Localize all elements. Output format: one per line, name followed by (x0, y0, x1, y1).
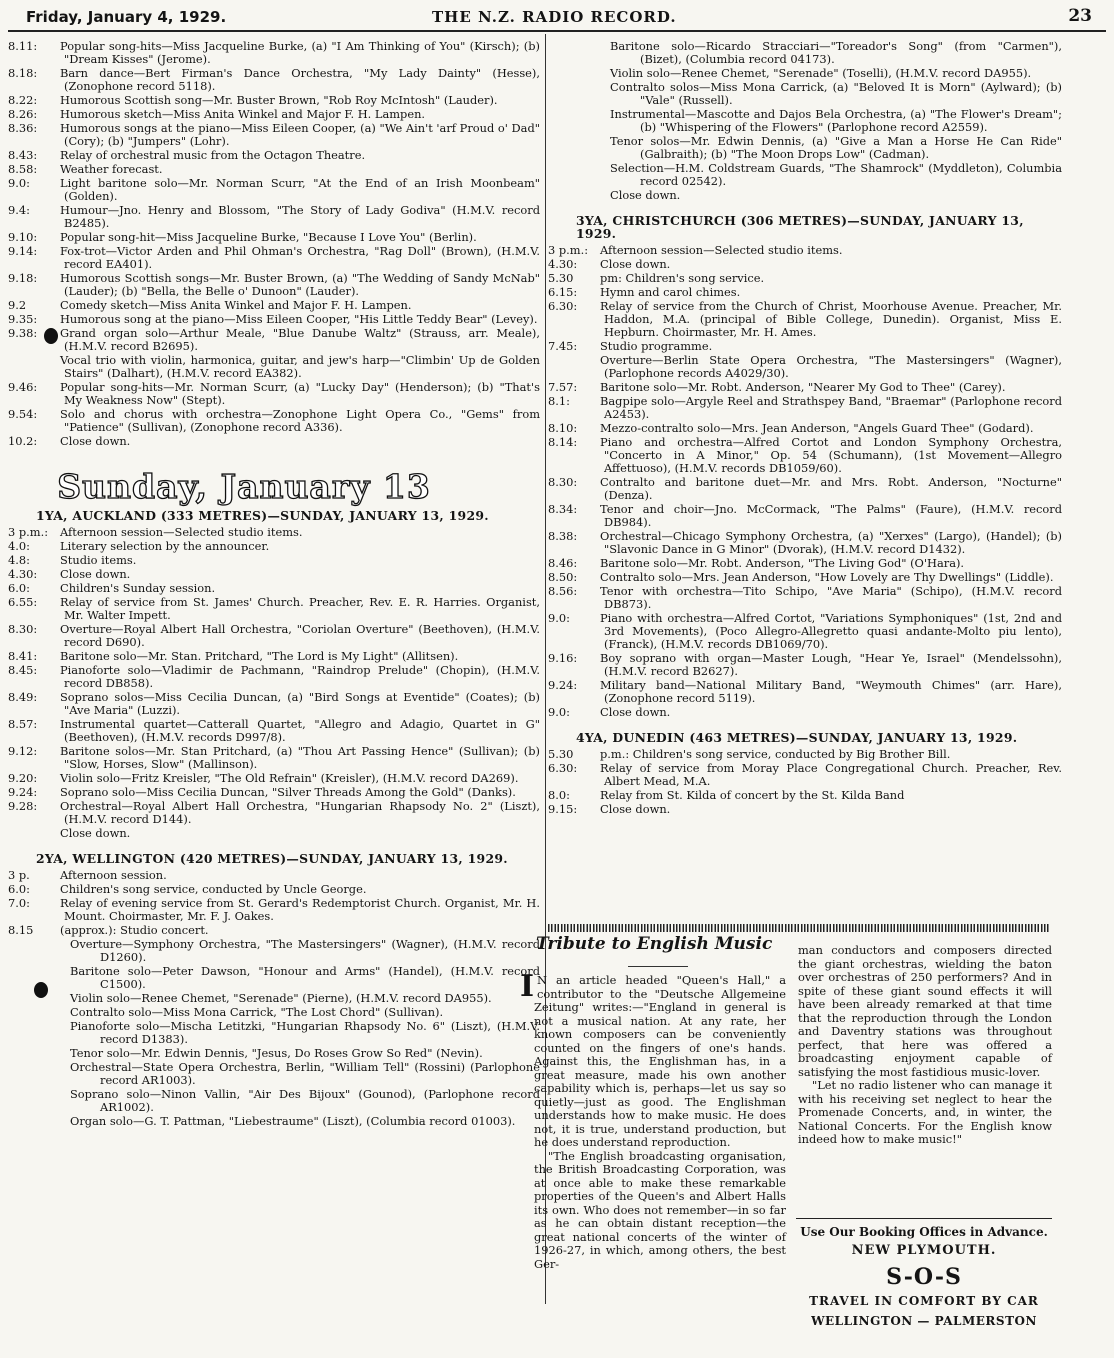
entry-text: Vocal trio with violin, harmonica, guitar, and jew's harp—"Climbin' Up de Golden Stairs" (Dalhart), (H.M.V. record EA382). (60, 353, 540, 380)
entry-time: 8.1: (548, 394, 570, 408)
program-entry (8, 122, 540, 148)
program-entry (548, 354, 1062, 380)
entry-text: Mezzo-contralto solo—Mrs. Jean Anderson, "Angels Guard Thee" (Godard). (600, 421, 1034, 435)
entry-text: Popular song-hits—Mr. Norman Scurr, (a) "Lucky Day" (Henderson); (b) "That's My Weakness Now" (Stept). (60, 380, 540, 407)
entry-time: 6.55: (8, 595, 38, 609)
entry-time: 9.0: (548, 611, 570, 625)
program-entry (8, 745, 540, 771)
entry-text: Afternoon session—Selected studio items. (600, 243, 843, 257)
entry-text: Contralto solo—Mrs. Jean Anderson, "How Lovely are Thy Dwellings" (Liddle). (600, 570, 1054, 584)
section-heading: Sunday, January 13 (57, 467, 431, 506)
entry-time: 8.10: (548, 421, 578, 435)
entry-text: Orchestral—Chicago Symphony Orchestra, (a) "Xerxes" (Largo), (Handel); (b) "Slavonic Dance in G Minor" (Dvorak), (H.M.V. record D1432). (600, 529, 1062, 556)
entry-text: Studio items. (60, 553, 137, 567)
ad-brand: S-O-S (886, 1264, 962, 1290)
entry-time: 8.43: (8, 148, 38, 162)
entry-text: Children's song service, conducted by Uncle George. (60, 882, 367, 896)
entry-text: Relay of service from Moray Place Congregational Church. Preacher, Rev. Albert Mead, M.A. (600, 761, 1062, 788)
article-paragraph: man conductors and composers directed the giant orchestras, wielding the baton over orchestras of 250 performers? And in spite of these giant sound effects it will have been already remarked at that time that the reproduction through the London and Daventry stations was throughout perfect, that here was offered a broadcasting enjoyment capable of satisfying the most fastidious music-lover. (798, 943, 1052, 1079)
program-auckland (8, 526, 540, 840)
ad-tagline: Use Our Booking Offices in Advance. (800, 1225, 1048, 1239)
entry-text: Tenor and choir—Jno. McCormack, "The Palms" (Faure), (H.M.V. record DB984). (600, 502, 1062, 529)
entry-text: Solo and chorus with orchestra—Zonophone Light Opera Co., "Gems" from "Patience" (Sullivan), (Zonophone record A336). (60, 407, 540, 434)
entry-time: 4.30: (8, 567, 38, 581)
program-entry (548, 436, 1062, 475)
entry-time: 8.26: (8, 107, 38, 121)
entry-text: Military band—National Military Band, "Weymouth Chimes" (arr. Hare), (Zonophone record 5119). (600, 678, 1062, 705)
program-entry (8, 231, 540, 244)
program-entry (548, 272, 1062, 285)
entry-text: Relay of service from the Church of Christ, Moorhouse Avenue. Preacher, Mr. Haddon, M.A. (principal of Bible College, Dunedin). Organist, Miss E. Hepburn. Choirmaster, Mr. H. Ames. (600, 299, 1062, 339)
program-continuation (8, 40, 540, 448)
entry-text: Instrumental quartet—Catterall Quartet, "Allegro and Adagio, Quartet in G" (Beethoven), (H.M.V. records D997/8). (60, 717, 540, 744)
entry-time: 9.24: (548, 678, 578, 692)
entry-text: Overture—Royal Albert Hall Orchestra, "Coriolan Overture" (Beethoven), (H.M.V. record D690). (60, 622, 540, 649)
program-entry (548, 762, 1062, 788)
program-entry (8, 245, 540, 271)
entry-text: Baritone solo—Mr. Robt. Anderson, "The Living God" (O'Hara). (600, 556, 965, 570)
entry-text: (approx.): Studio concert. (60, 923, 209, 937)
entry-time: 6.30: (548, 761, 578, 775)
ink-blot (44, 328, 58, 344)
entry-text: Weather forecast. (60, 162, 163, 176)
entry-time: 9.38: (8, 326, 38, 340)
entry-time: 8.38: (548, 529, 578, 543)
entry-text: Pianoforte solo—Vladimir de Pachmann, "Raindrop Prelude" (Chopin), (H.M.V. record DB858). (60, 663, 540, 690)
program-entry (548, 340, 1062, 353)
program-entry (548, 381, 1062, 394)
program-entry (8, 327, 540, 353)
entry-text: Studio programme. (600, 339, 713, 353)
program-entry (8, 718, 540, 744)
program-entry (8, 204, 540, 230)
title-underline (628, 966, 688, 967)
program-entry (548, 286, 1062, 299)
entry-text: Close down. (60, 567, 131, 581)
entry-time: 8.56: (548, 584, 578, 598)
entry-text: Baritone solo—Mr. Robt. Anderson, "Nearer My God to Thee" (Carey). (600, 380, 1006, 394)
program-entry: Violin solo—Renee Chemet, "Serenade" (Pierne), (H.M.V. record DA955). (70, 991, 492, 1005)
page-number: 23 (1068, 6, 1092, 26)
entry-text: Relay of service from St. James' Church. Preacher, Rev. E. R. Harries. Organist, Mr. Walter Impett. (60, 595, 540, 622)
program-entry (8, 869, 540, 882)
entry-text: Afternoon session—Selected studio items. (60, 525, 303, 539)
entry-time: 4.30: (548, 257, 578, 271)
entry-time: 9.54: (8, 407, 38, 421)
program-entry (548, 679, 1062, 705)
program-entry (8, 40, 540, 66)
entry-text: Close down. (600, 257, 671, 271)
program-entry: Organ solo—G. T. Pattman, "Liebestraume" (Liszt), (Columbia record 01003). (70, 1114, 516, 1128)
entry-time: 8.22: (8, 93, 38, 107)
program-entry (8, 177, 540, 203)
entry-text: Grand organ solo—Arthur Meale, "Blue Danube Waltz" (Strauss, arr. Meale), (H.M.V. record B2695). (60, 326, 540, 353)
entry-time: 9.16: (548, 651, 578, 665)
entry-text: Literary selection by the announcer. (60, 539, 270, 553)
entry-time: 9.0: (8, 176, 30, 190)
entry-text: Children's Sunday session. (60, 581, 216, 595)
drop-cap: I (520, 969, 535, 1004)
entry-time: 5.30 (548, 271, 574, 285)
entry-time: 8.41: (8, 649, 38, 663)
entry-time: 6.15: (548, 285, 578, 299)
entry-time: 8.11: (8, 39, 38, 53)
entry-time: 9.15: (548, 802, 578, 816)
entry-time: 8.45: (8, 663, 38, 677)
publication-title: THE N.Z. RADIO RECORD. (432, 8, 677, 26)
right-column (548, 40, 1062, 817)
article-paragraph: "The English broadcasting organisation, the British Broadcasting Corporation, was at once able to make these remarkable properties of the Queen's and Albert Halls its own. Who does not remember—in so far as he can obtain distant reception—the great national concerts of the winter of 1926-27, in which, among others, the best Ger- (534, 1148, 786, 1271)
entry-time: 8.15 (8, 923, 34, 937)
entry-time: 9.24: (8, 785, 38, 799)
entry-time: 9.28: (8, 799, 38, 813)
program-entry (8, 596, 540, 622)
entry-text: Orchestral—Royal Albert Hall Orchestra, "Hungarian Rhapsody No. 2" (Liszt), (H.M.V. record D144). (60, 799, 540, 826)
left-column (8, 40, 540, 1129)
entry-text: Close down. (600, 802, 671, 816)
program-entry (8, 623, 540, 649)
program-entry (8, 582, 540, 595)
entry-text: Barn dance—Bert Firman's Dance Orchestra, "My Lady Dainty" (Hesse), (Zonophone record 5118). (60, 66, 540, 93)
entry-time: 8.34: (548, 502, 578, 516)
program-entry (548, 585, 1062, 611)
program-entry (8, 540, 540, 553)
entry-time: 4.8: (8, 553, 30, 567)
program-entry: Contralto solos—Miss Mona Carrick, (a) "Beloved It is Morn" (Aylward); (b) "Vale" (Russell). (610, 80, 1062, 107)
entry-time: 4.0: (8, 539, 30, 553)
program-entry: Close down. (610, 188, 681, 202)
entry-time: 9.12: (8, 744, 38, 758)
entry-text: Contralto and baritone duet—Mr. and Mrs. Robt. Anderson, "Nocturne" (Denza). (600, 475, 1062, 502)
entry-text: p.m.: Children's song service, conducted by Big Brother Bill. (600, 747, 951, 761)
entry-time: 7.0: (8, 896, 30, 910)
entry-text: Humorous songs at the piano—Miss Eileen Cooper, (a) "We Ain't 'arf Proud o' Dad" (Cory); (b) "Jumpers" (Lohr). (60, 121, 540, 148)
entry-time: 9.0: (548, 705, 570, 719)
program-entry (8, 94, 540, 107)
program-entry (8, 272, 540, 298)
program-entry (548, 258, 1062, 271)
advertisement (796, 1218, 1052, 1328)
entry-text: Relay of evening service from St. Gerard's Redemptorist Church. Organist, Mr. H. Mount. Choirmaster, Mr. F. J. Oakes. (60, 896, 540, 923)
entry-text: Boy soprano with organ—Master Lough, "Hear Ye, Israel" (Mendelssohn), (H.M.V. record B2627). (600, 651, 1062, 678)
station-heading-christchurch: 3YA, CHRISTCHURCH (306 METRES)—SUNDAY, JANUARY 13, 1929. (576, 213, 1024, 241)
program-entry (8, 924, 540, 937)
entry-time: 9.10: (8, 230, 38, 244)
program-entry (8, 67, 540, 93)
entry-time: 8.58: (8, 162, 38, 176)
entry-time: 3 p.m.: (8, 525, 49, 539)
entry-text: Baritone solo—Mr. Stan. Pritchard, "The Lord is My Light" (Allitsen). (60, 649, 459, 663)
program-entry (548, 395, 1062, 421)
article-column-2 (798, 944, 1052, 1147)
entry-text: Baritone solos—Mr. Stan Pritchard, (a) "Thou Art Passing Hence" (Sullivan); (b) "Slow, Horses, Slow" (Mallinson). (60, 744, 540, 771)
entry-time: 8.36: (8, 121, 38, 135)
program-wellington-concert (8, 938, 540, 1128)
program-entry (8, 786, 540, 799)
program-entry: Tenor solos—Mr. Edwin Dennis, (a) "Give a Man a Horse He Can Ride" (Galbraith); (b) "The Moon Drops Low" (Cadman). (610, 134, 1062, 161)
program-entry (548, 476, 1062, 502)
program-entry (8, 408, 540, 434)
program-entry (8, 354, 540, 380)
program-dunedin (548, 748, 1062, 816)
entry-time: 8.49: (8, 690, 38, 704)
program-entry (8, 568, 540, 581)
entry-text: Popular song-hit—Miss Jacqueline Burke, "Because I Love You" (Berlin). (60, 230, 477, 244)
issue-date: Friday, January 4, 1929. (26, 8, 227, 26)
program-entry (548, 530, 1062, 556)
station-heading-dunedin: 4YA, DUNEDIN (463 METRES)—SUNDAY, JANUARY 13, 1929. (576, 730, 1018, 745)
entry-text: Popular song-hits—Miss Jacqueline Burke, (a) "I Am Thinking of You" (Kirsch); (b) "Dream Kisses" (Jerome). (60, 39, 540, 66)
entry-time: 6.0: (8, 581, 30, 595)
entry-text: Humorous Scottish songs—Mr. Buster Brown, (a) "The Wedding of Sandy McNab" (Lauder); (b) "Bella, the Belle o' Dunoon" (Lauder). (60, 271, 540, 298)
entry-time: 8.50: (548, 570, 578, 584)
program-entry: Tenor solo—Mr. Edwin Dennis, "Jesus, Do Roses Grow So Red" (Nevin). (70, 1046, 483, 1060)
program-entry (548, 789, 1062, 802)
entry-time: 8.46: (548, 556, 578, 570)
entry-text: Soprano solo—Miss Cecilia Duncan, "Silver Threads Among the Gold" (Danks). (60, 785, 516, 799)
ad-location: NEW PLYMOUTH. (851, 1243, 997, 1258)
station-heading-wellington: 2YA, WELLINGTON (420 METRES)—SUNDAY, JANUARY 13, 1929. (36, 851, 508, 866)
program-entry (548, 748, 1062, 761)
program-entry (8, 313, 540, 326)
program-entry (548, 571, 1062, 584)
entry-time: 8.57: (8, 717, 38, 731)
article-paragraph: I N an article headed "Queen's Hall," a contributor to the "Deutsche Allgemeine Zeitung" writes:—"England in general is not a musical nation. At any rate, her known composers can be conveniently counted on the fingers of one's hands. Against this, the Englishman has, in a great measure, made his own another capability which is, perhaps—let us say so quietly—just as good. The Englishman understands how to make music. He does not, it is true, understand production, but he does understand reproduction. (520, 969, 786, 1149)
program-entry (8, 883, 540, 896)
program-entry: Violin solo—Renee Chemet, "Serenade" (Toselli), (H.M.V. record DA955). (610, 66, 1032, 80)
entry-text: Humorous song at the piano—Miss Eileen Cooper, "His Little Teddy Bear" (Levey). (60, 312, 538, 326)
entry-time: 5.30 (548, 747, 574, 761)
entry-text: Hymn and carol chimes. (600, 285, 741, 299)
program-entry (8, 435, 540, 448)
program-entry (8, 664, 540, 690)
program-entry (548, 652, 1062, 678)
program-entry (8, 163, 540, 176)
program-entry (8, 299, 540, 312)
entry-text: Close down. (600, 705, 671, 719)
entry-text: Relay from St. Kilda of concert by the St. Kilda Band (600, 788, 905, 802)
program-entry: Orchestral—State Opera Orchestra, Berlin, "William Tell" (Rossini) (Parlophone record AR1003). (70, 1060, 540, 1087)
article-column-1 (520, 969, 786, 1271)
station-heading-auckland: 1YA, AUCKLAND (333 METRES)—SUNDAY, JANUARY 13, 1929. (36, 508, 489, 523)
program-entry (8, 108, 540, 121)
entry-text: Humour—Jno. Henry and Blossom, "The Story of Lady Godiva" (H.M.V. record B2485). (60, 203, 540, 230)
entry-time: 6.0: (8, 882, 30, 896)
entry-text: Piano and orchestra—Alfred Cortot and London Symphony Orchestra, "Concerto in A Minor," Op. 54 (Schumann), (1st Movement—Allegro Affettuoso), (H.M.V. records DB1059/60). (600, 435, 1062, 475)
entry-time: 9.18: (8, 271, 38, 285)
entry-text: Piano with orchestra—Alfred Cortot, "Variations Symphoniques" (1st, 2nd and 3rd Movements), (Poco Allegro-Allegretto quasi andante-Molto piu lento), (Franck), (H.M.V. records DB1069/70). (600, 611, 1062, 651)
program-entry (548, 803, 1062, 816)
program-entry: Pianoforte solo—Mischa Letitzki, "Hungarian Rhapsody No. 6" (Liszt), (H.M.V. record D1383). (70, 1019, 540, 1046)
entry-text: Comedy sketch—Miss Anita Winkel and Major F. H. Lampen. (60, 298, 412, 312)
program-entry (8, 526, 540, 539)
program-christchurch (548, 244, 1062, 719)
program-entry (8, 381, 540, 407)
program-entry: Soprano solo—Ninon Vallin, "Air Des Bijoux" (Gounod), (Parlophone record AR1002). (70, 1087, 540, 1114)
entry-text: Tenor with orchestra—Tito Schipo, "Ave Maria" (Schipo), (H.M.V. record DB873). (600, 584, 1062, 611)
entry-text: Fox-trot—Victor Arden and Phil Ohman's Orchestra, "Rag Doll" (Brown), (H.M.V. record EA401). (60, 244, 540, 271)
entry-time: 7.57: (548, 380, 578, 394)
entry-text: Light baritone solo—Mr. Norman Scurr, "At the End of an Irish Moonbeam" (Golden). (60, 176, 540, 203)
program-entry: Instrumental—Mascotte and Dajos Bela Orchestra, (a) "The Flower's Dream"; (b) "Whispering of the Flowers" (Parlophone record A2559). (610, 107, 1062, 134)
ad-slogan: TRAVEL IN COMFORT BY CAR (809, 1294, 1039, 1308)
ad-rule (796, 1218, 1052, 1219)
program-entry (548, 244, 1062, 257)
entry-time: 8.30: (8, 622, 38, 636)
entry-text: Close down. (60, 434, 131, 448)
entry-text: Overture—Berlin State Opera Orchestra, "The Mastersingers" (Wagner), (Parlophone records A4029/30). (600, 353, 1062, 380)
program-entry (548, 557, 1062, 570)
article-title: Tribute to English Music (536, 934, 773, 954)
program-entry: Contralto solo—Miss Mona Carrick, "The Lost Chord" (Sullivan). (70, 1005, 444, 1019)
header-rule (8, 30, 1106, 32)
entry-time: 7.45: (548, 339, 578, 353)
program-entry: Baritone solo—Peter Dawson, "Honour and Arms" (Handel), (H.M.V. record C1500). (70, 964, 540, 991)
program-entry (8, 149, 540, 162)
program-wellington (8, 869, 540, 937)
entry-text: Close down. (60, 826, 131, 840)
program-entry: Overture—Symphony Orchestra, "The Mastersingers" (Wagner), (H.M.V. record D1260). (70, 937, 540, 964)
entry-time: 8.0: (548, 788, 570, 802)
entry-time: 9.35: (8, 312, 38, 326)
entry-time: 9.46: (8, 380, 38, 394)
decorative-rule (548, 924, 1050, 932)
entry-time: 9.20: (8, 771, 38, 785)
entry-text: Relay of orchestral music from the Octagon Theatre. (60, 148, 366, 162)
entry-text: Afternoon session. (60, 868, 167, 882)
program-entry: Selection—H.M. Coldstream Guards, "The Shamrock" (Myddleton), Columbia record 02542). (610, 161, 1062, 188)
program-entry (8, 772, 540, 785)
program-entry: Baritone solo—Ricardo Stracciari—"Toreador's Song" (from "Carmen"), (Bizet), (Columbia record 04173). (610, 39, 1062, 66)
entry-text: Soprano solos—Miss Cecilia Duncan, (a) "Bird Songs at Eventide" (Coates); (b) "Ave Maria" (Luzzi). (60, 690, 540, 717)
entry-text: Humorous sketch—Miss Anita Winkel and Major F. H. Lampen. (60, 107, 426, 121)
program-entry (8, 554, 540, 567)
entry-text: Bagpipe solo—Argyle Reel and Strathspey Band, "Braemar" (Parlophone record A2453). (600, 394, 1062, 421)
program-entry (548, 300, 1062, 339)
program-entry (8, 827, 540, 840)
program-entry (548, 422, 1062, 435)
ink-blot (34, 982, 48, 998)
entry-time: 3 p. (8, 868, 30, 882)
entry-time: 8.18: (8, 66, 38, 80)
entry-time: 8.14: (548, 435, 578, 449)
program-continuation-right (548, 40, 1062, 202)
entry-time: 9.14: (8, 244, 38, 258)
entry-text: pm: Children's song service. (600, 271, 765, 285)
program-entry (8, 691, 540, 717)
entry-time: 3 p.m.: (548, 243, 589, 257)
program-entry (8, 897, 540, 923)
program-entry (8, 800, 540, 826)
entry-time: 9.2 (8, 298, 27, 312)
program-entry (8, 650, 540, 663)
program-entry (548, 503, 1062, 529)
entry-text: Violin solo—Fritz Kreisler, "The Old Refrain" (Kreisler), (H.M.V. record DA269). (60, 771, 519, 785)
entry-time: 9.4: (8, 203, 30, 217)
page-header (0, 0, 1114, 36)
entry-time: 8.30: (548, 475, 578, 489)
entry-text: Humorous Scottish song—Mr. Buster Brown, "Rob Roy McIntosh" (Lauder). (60, 93, 498, 107)
entry-time: 10.2: (8, 434, 38, 448)
program-entry (548, 612, 1062, 651)
ad-route: WELLINGTON — PALMERSTON (811, 1314, 1037, 1328)
article-paragraph: "Let no radio listener who can manage it with his receiving set neglect to hear the Promenade Concerts, and, in winter, the National Concerts. For the English know indeed how to make music!" (798, 1078, 1052, 1146)
program-entry (548, 706, 1062, 719)
entry-time: 6.30: (548, 299, 578, 313)
